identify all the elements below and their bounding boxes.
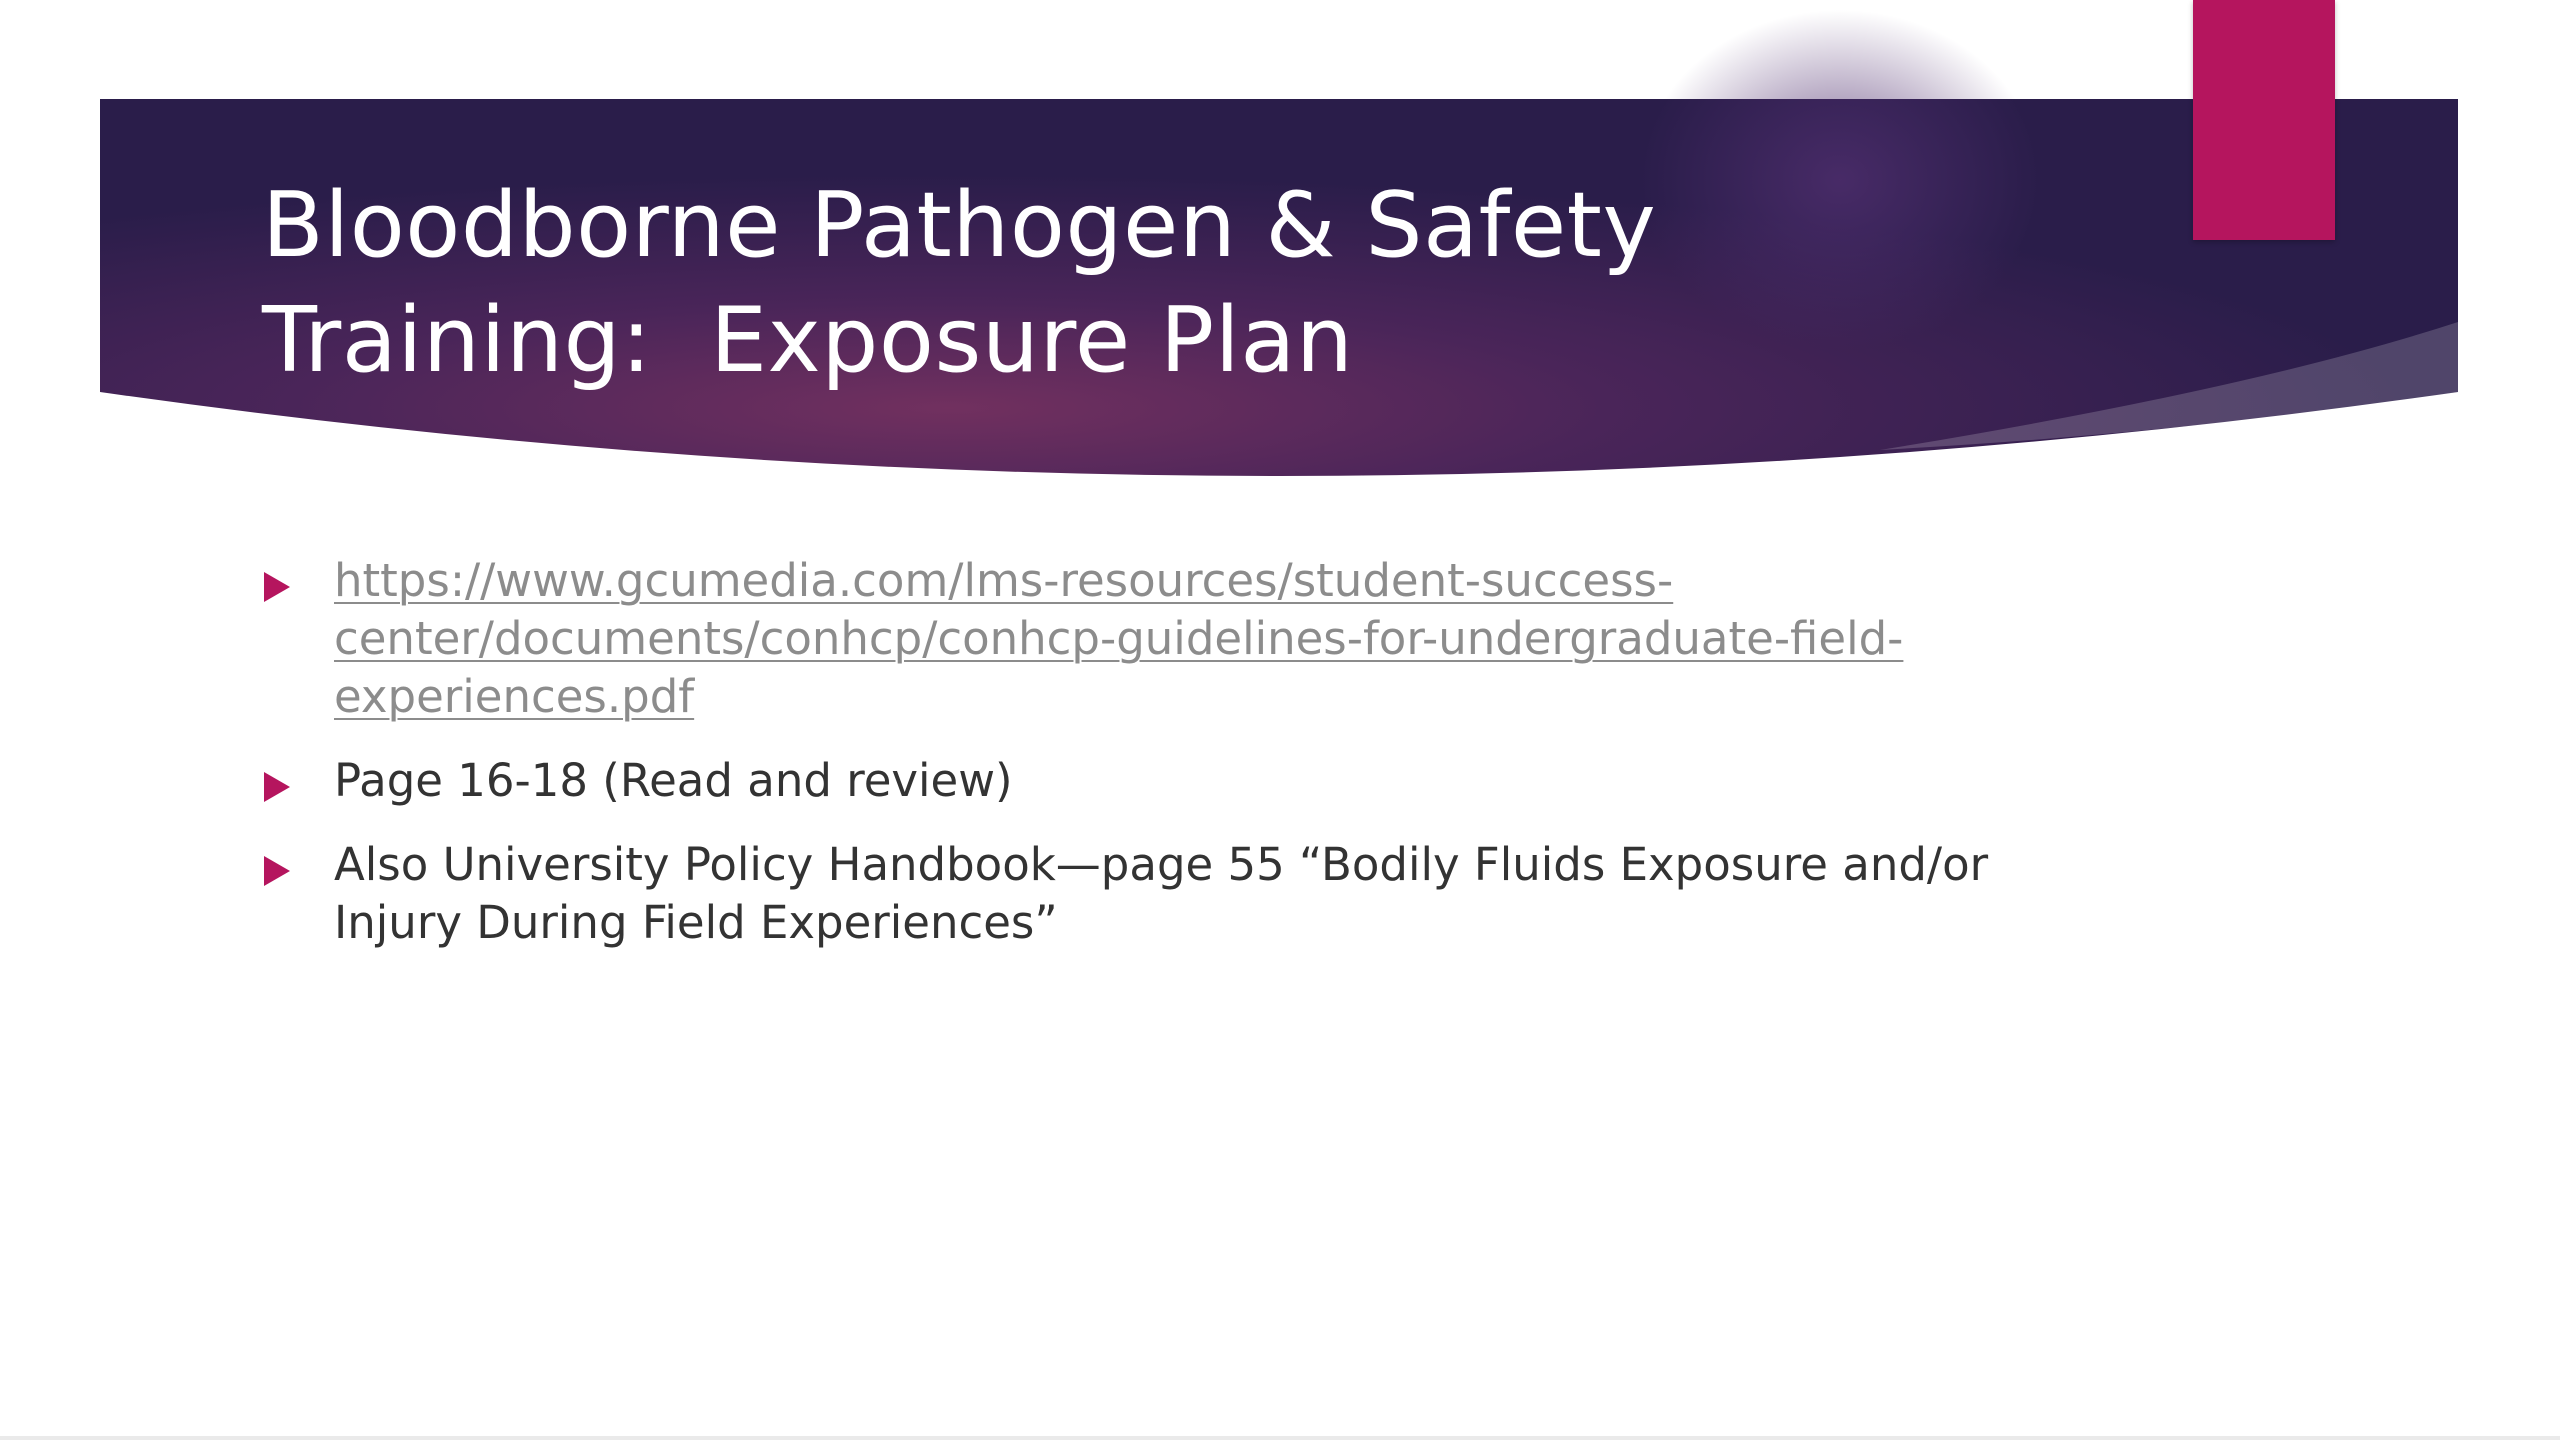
guidelines-link-line-2: center/documents/conhcp/conhcp-guidelines-for-undergraduate-field- [334,612,1904,665]
bullet-item-pages [262,752,2092,810]
bottom-divider [0,1436,2560,1440]
bullet-item-link [262,552,2092,726]
guidelines-link-line-3: experiences.pdf [334,670,695,723]
bullet-handbook-text: Also University Policy Handbook—page 55 “Bodily Fluids Exposure and/or Injury During Field Experiences” [334,838,1989,949]
bullet-pages-text: Page 16-18 (Read and review) [334,754,1013,807]
triangle-right-icon [264,856,290,886]
triangle-right-icon [264,572,290,602]
slide-title [262,168,2112,398]
guidelines-link-line-1: https://www.gcumedia.com/lms-resources/student-success- [334,554,1674,607]
slide-title-line-2: Training: Exposure Plan [262,288,1354,393]
guidelines-link[interactable] [334,552,2092,726]
bullet-list [262,552,2092,978]
bullet-item-handbook [262,836,2092,952]
slide-title-line-1: Bloodborne Pathogen & Safety [262,173,1657,278]
triangle-right-icon [264,772,290,802]
accent-tab [2193,0,2335,240]
